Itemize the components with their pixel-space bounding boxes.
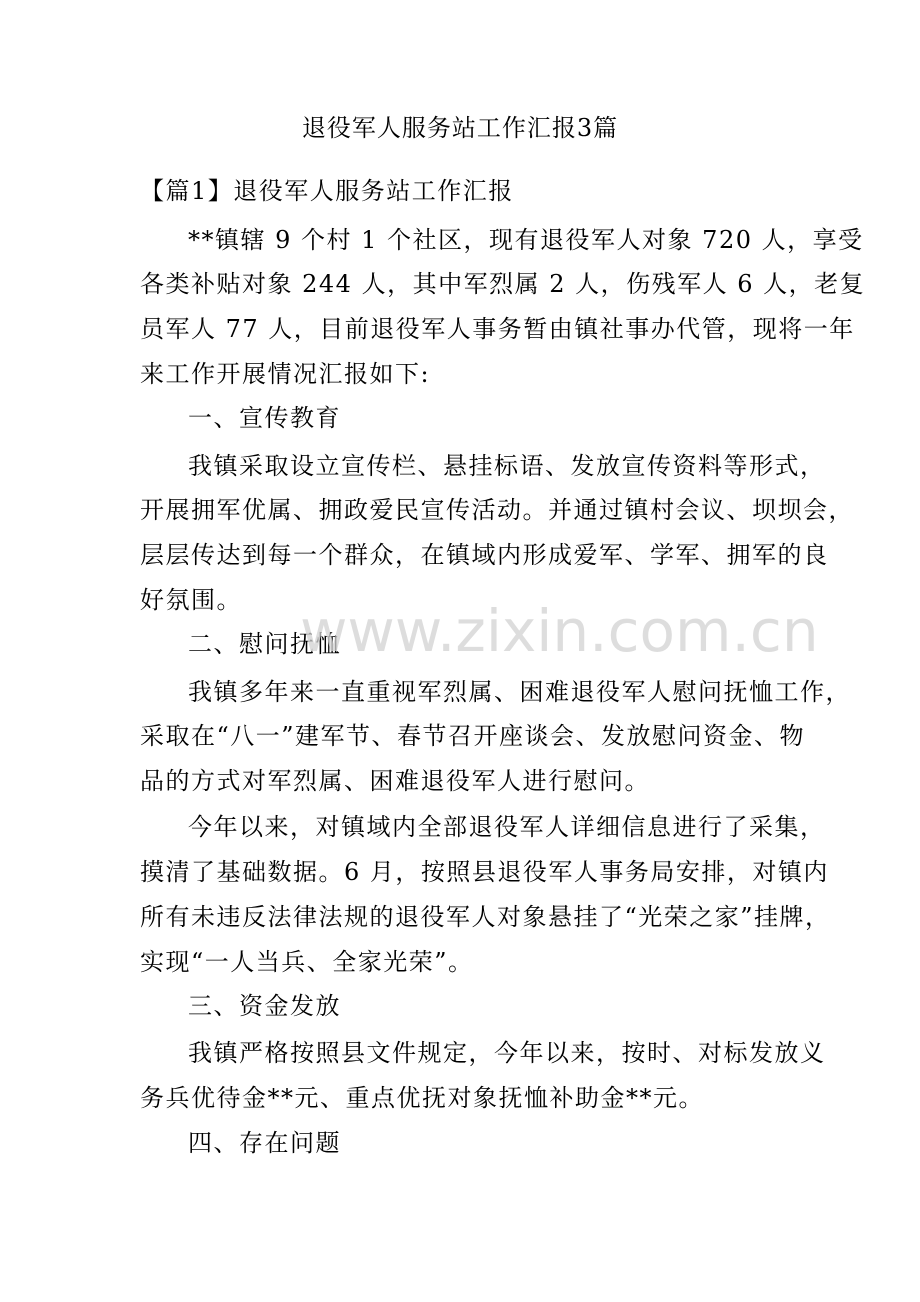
watermark: www.zixin.com.cn bbox=[300, 597, 819, 665]
section-heading-publicity: 一、宣传教育 bbox=[188, 404, 341, 432]
paragraph-line: 员军人 77 人，目前退役军人事务暂由镇社事办代管，现将一年 bbox=[140, 315, 855, 343]
paragraph-line: 层层传达到每一个群众，在镇域内形成爱军、学军、拥军的良 bbox=[140, 541, 829, 569]
paragraph-line: 摸清了基础数据。6 月，按照县退役军人事务局安排，对镇内 bbox=[140, 858, 829, 886]
section-heading-condolence: 二、慰问抚恤 bbox=[188, 630, 341, 658]
paragraph-line: 好氛围。 bbox=[140, 586, 242, 614]
paragraph-line: **镇辖 9 个村 1 个社区，现有退役军人对象 720 人，享受 bbox=[188, 226, 864, 254]
section-heading-article-1: 【篇1】退役军人服务站工作汇报 bbox=[140, 177, 514, 205]
paragraph-line: 今年以来，对镇域内全部退役军人详细信息进行了采集， bbox=[188, 813, 826, 841]
paragraph-line: 品的方式对军烈属、困难退役军人进行慰问。 bbox=[140, 767, 650, 795]
section-heading-problems: 四、存在问题 bbox=[188, 1129, 341, 1157]
paragraph-line: 我镇多年来一直重视军烈属、困难退役军人慰问抚恤工作， bbox=[188, 678, 851, 706]
paragraph-line: 各类补贴对象 244 人，其中军烈属 2 人，伤残军人 6 人，老复 bbox=[140, 270, 866, 298]
paragraph-line: 我镇严格按照县文件规定，今年以来，按时、对标发放义 bbox=[188, 1039, 826, 1067]
document-title: 退役军人服务站工作汇报3篇 bbox=[301, 114, 619, 142]
paragraph-line: 务兵优待金**元、重点优抚对象抚恤补助金**元。 bbox=[140, 1084, 704, 1112]
paragraph-line: 开展拥军优属、拥政爱民宣传活动。并通过镇村会议、坝坝会， bbox=[140, 496, 854, 524]
paragraph-line: 我镇采取设立宣传栏、悬挂标语、发放宣传资料等形式， bbox=[188, 452, 826, 480]
paragraph-line: 来工作开展情况汇报如下: bbox=[140, 360, 431, 388]
section-heading-funds: 三、资金发放 bbox=[188, 992, 341, 1020]
paragraph-line: 实现“一人当兵、全家光荣”。 bbox=[140, 948, 474, 976]
paragraph-line: 采取在“八一”建军节、春节召开座谈会、发放慰问资金、物 bbox=[140, 722, 806, 750]
paragraph-line: 所有未违反法律法规的退役军人对象悬挂了“光荣之家”挂牌， bbox=[140, 903, 831, 931]
